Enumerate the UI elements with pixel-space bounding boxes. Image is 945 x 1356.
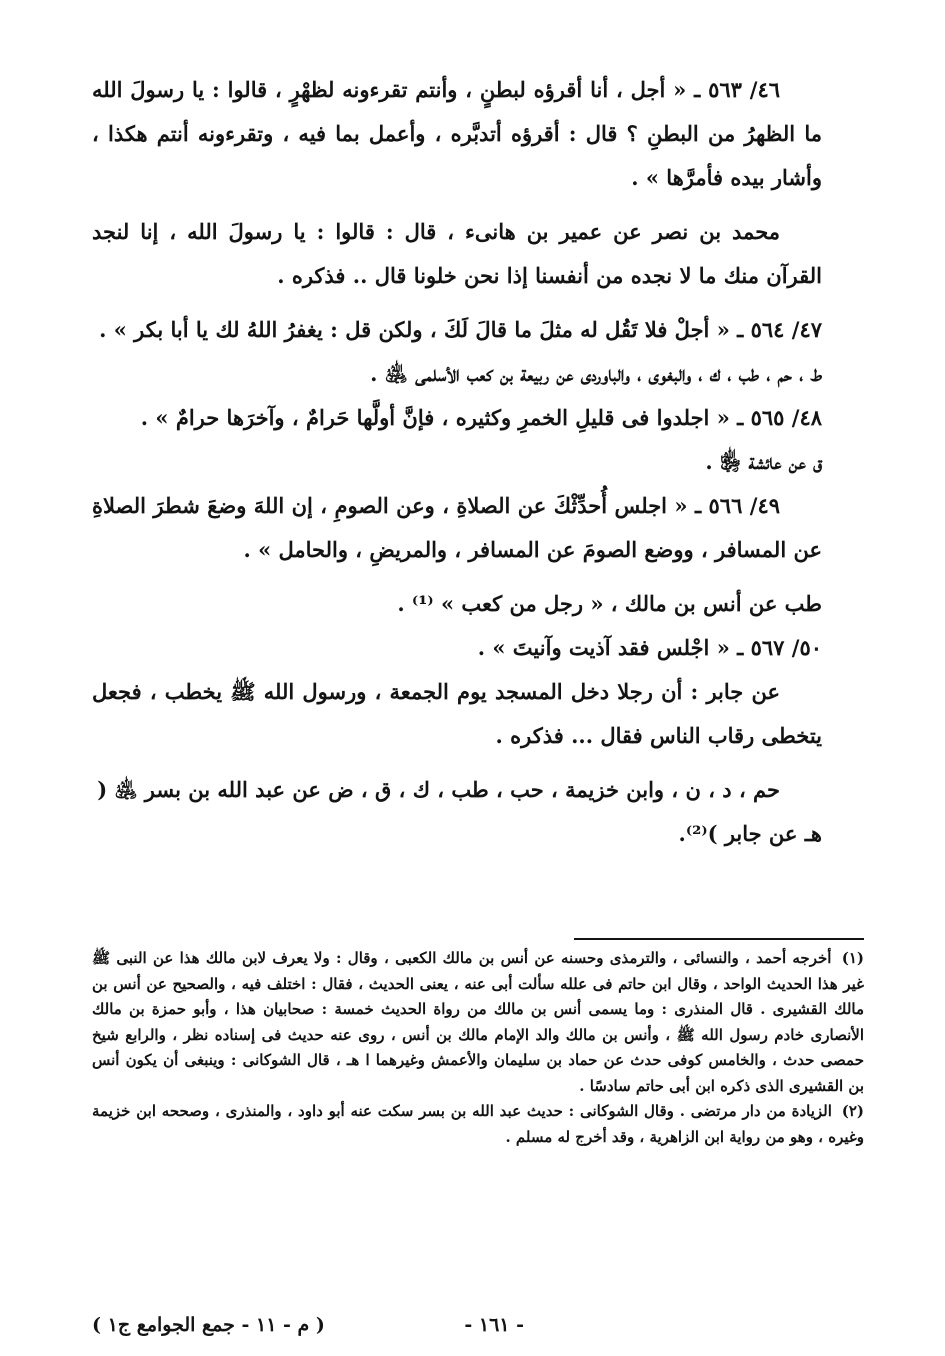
footnote-2 [92,1099,864,1150]
source-566: طب عن أنس بن مالك ، « رجل من كعب » ⁽¹⁾ . [397,591,822,616]
footnote-2-text: الزيادة من دار مرتضى . وقال الشوكانى : حديث عبد الله بن بسر سكت عنه أبو داود ، والمنذرى ، وصححه ابن خزيمة وغيره ، وهو من رواية ابن الزاهرية ، وقد أخرج له مسلم . [92,1102,864,1146]
hadith-565: ٤٨/ ٥٦٥ ـ « اجلدوا فى قليلِ الخمرِ وكثيره ، فإنَّ أولَّها حَرامٌ ، وآخرَها حرامٌ » . [140,405,822,430]
footnote-1-number: (١) [841,949,864,967]
page-number: - ١٦١ - [464,1314,524,1336]
footnotes [92,946,864,1150]
signature-mark: ( م - ١١ - جمع الجوامع ج١ ) [92,1314,325,1336]
context-567: عن جابر : أن رجلا دخل المسجد يوم الجمعة ، ورسول الله ﷺ يخطب ، فجعل يتخطى رقاب الناس فقال ... فذكره . [92,679,822,748]
footnote-1 [92,946,864,1099]
hadith-567: ٥٠/ ٥٦٧ ـ « اجْلس فقد آذيت وآنيتَ » . [477,635,822,660]
page-footer [92,1310,864,1350]
hadith-563: ٤٦/ ٥٦٣ ـ « أجل ، أنا أقرؤه لبطنٍ ، وأنتم تقرءونه لظهْرٍ ، قالوا : يا رسولَ الله ما الظهرُ من البطنِ ؟ قال : أقرؤه أتدبَّره ، وأعمل بما فيه ، وتقرءونه أنتم هكذا ، وأشار بيده فأمرَّها » . [92,77,822,190]
footnote-1-text: أخرجه أحمد ، والنسائى ، والترمذى وحسنه عن أنس بن مالك الكعبى ، وقال : ولا يعرف لابن مالك هذا عن النبى ﷺ غير هذا الحديث الواحد ، وقال ابن حاتم فى علله سألت أبى عنه ، يعنى الحديث ، فقال : اختلف فيه ، والصحيح عن أنس بن مالك القشيرى . قال المنذرى : وما يسمى أنس بن مالك من رواة الحديث خمسة : صحابيان هذا ، وأبو حمزة بن مالك الأنصارى خادم رسول الله ﷺ ، وأنس بن مالك والد الإمام مالك بن أنس ، روى عنه حديث فى إسناده نظر ، والرابع شيخ حمصى حدث ، والخامس كوفى حدث عن حماد بن سليمان والأعمش وغيرهما ا هـ ، قال الشوكانى : وينبغى أن يكون أنس بن القشيرى الذى ذكره ابن أبى حاتم سادسًا . [92,949,864,1095]
footnote-divider [574,938,864,940]
footnote-2-number: (٢) [841,1102,864,1120]
main-text [92,68,864,856]
source-565: ق عن عائشة ﵂ . [705,449,822,474]
hadith-564: ٤٧/ ٥٦٤ ـ « أجلْ فلا تَقُل له مثلَ ما قالَ لَكَ ، ولكن قل : يغفرُ اللهُ لك يا أبا بكر » . [99,317,822,342]
hadith-566: ٤٩/ ٥٦٦ ـ « اجلس أُحدِّثْكَ عن الصلاةِ ، وعن الصومِ ، إن اللهَ وضعَ شطرَ الصلاةِ عن المسافر ، ووضع الصومَ عن المسافر ، والمريضِ ، والحامل » . [92,493,822,562]
source-563: محمد بن نصر عن عمير بن هانىء ، قال : قالوا : يا رسولَ الله ، إنا لنجد القرآن منك ما لا نجده من أنفسنا إذا نحن خلونا قال .. فذكره . [92,219,822,288]
source-567: حم ، د ، ن ، وابن خزيمة ، حب ، طب ، ك ، ق ، ض عن عبد الله بن بسر ﵁ ( هـ عن جابر )⁽²⁾. [97,777,822,846]
source-564: ط ، حم ، طب ، ك ، والبغوى ، والباوردى عن ربيعة بن كعب الأسلمى ﵁ . [370,361,822,386]
